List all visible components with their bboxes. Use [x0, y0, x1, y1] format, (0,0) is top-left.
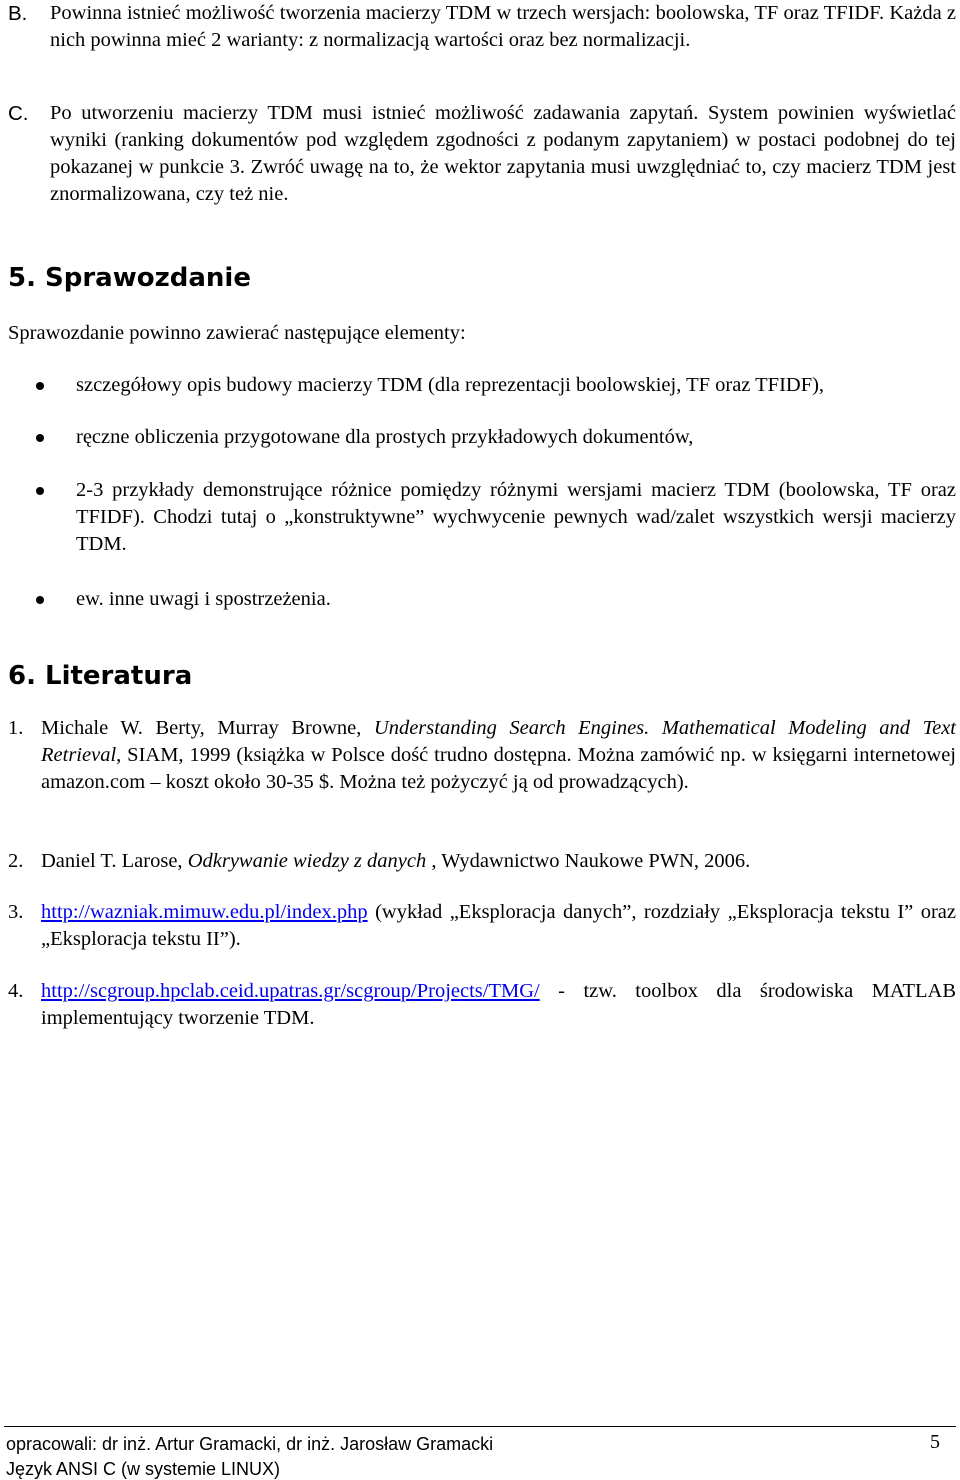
- reference-authors: Michale W. Berty, Murray Browne,: [41, 717, 374, 739]
- reference-text: [41, 715, 956, 796]
- reference-title: Odkrywanie wiedzy z danych: [187, 850, 432, 872]
- footer-authors: opracowali: dr inż. Artur Gramacki, dr inż. Jarosław Gramacki: [6, 1434, 494, 1454]
- section-intro: Sprawozdanie powinno zawierać następujące elementy:: [8, 322, 466, 344]
- requirement-c-text: Po utworzeniu macierzy TDM musi istnieć możliwość zadawania zapytań. System powinien wyświetlać wyniki (ranking dokumentów pod względem zgodności z podanym zapytaniem) w postaci podobnej do tej pokazanej w punkcie 3. Zwróć uwagę na to, że wektor zapytania musi uwzględniać to, czy macierz TDM jest znormalizowana, czy też nie.: [50, 102, 956, 205]
- requirement-b-marker: B.: [8, 2, 28, 25]
- reference-number: 1.: [8, 717, 24, 739]
- footer-course-title: Język ANSI C (w systemie LINUX): [6, 1459, 281, 1479]
- reference-authors: Daniel T. Larose,: [41, 850, 188, 872]
- bullet-icon: [36, 596, 44, 604]
- list-item-text: 2-3 przykłady demonstrujące różnice pomiędzy różnymi wersjami macierz TDM (boolowska, TF oraz TFIDF). Chodzi tutaj o „konstruktywne” wychwycenie pewnych wad/zalet wszystkich wersji macierzy TDM.: [76, 479, 956, 555]
- reference-details: (wykład „Eksploracja danych”, rozdziały „Eksploracja tekstu I” oraz „Eksploracja tekstu II”).: [41, 901, 956, 950]
- bullet-icon: [36, 487, 44, 495]
- list-item-text: ręczne obliczenia przygotowane dla prostych przykładowych dokumentów,: [76, 426, 694, 448]
- requirement-b-text: Powinna istnieć możliwość tworzenia macierzy TDM w trzech wersjach: boolowska, TF oraz TFIDF. Każda z nich powinna mieć 2 warianty: z normalizacją wartości oraz bez normalizacji.: [50, 2, 956, 51]
- reference-details: , Wydawnictwo Naukowe PWN, 2006.: [431, 850, 751, 872]
- bullet-icon: [36, 382, 44, 390]
- reference-text: [41, 978, 956, 1032]
- bullet-icon: [36, 434, 44, 442]
- requirement-c-marker: C.: [8, 102, 29, 125]
- reference-text: [41, 899, 956, 953]
- reference-number: 3.: [8, 901, 24, 923]
- reference-text: [41, 848, 956, 875]
- page-number: 5: [930, 1431, 940, 1453]
- list-item-text: ew. inne uwagi i spostrzeżenia.: [76, 588, 331, 610]
- footer-divider: [4, 1426, 956, 1427]
- list-item-text: szczegółowy opis budowy macierzy TDM (dla reprezentacji boolowskiej, TF oraz TFIDF),: [76, 374, 825, 396]
- reference-details: , SIAM, 1999 (książka w Polsce dość trudno dostępna. Można zamówić np. w księgarni internetowej amazon.com – koszt około 30-35 $. Można też pożyczyć ją od prowadzących).: [41, 744, 956, 793]
- reference-details: - tzw. toolbox dla środowiska MATLAB implementujący tworzenie TDM.: [41, 980, 956, 1029]
- reference-title: Understanding Search Engines. Mathematical Modeling and Text Retrieval: [41, 717, 956, 766]
- section-heading-literatura: 6. Literatura: [8, 661, 193, 691]
- section-heading-sprawozdanie: 5. Sprawozdanie: [8, 263, 251, 293]
- reference-link[interactable]: http://wazniak.mimuw.edu.pl/index.php: [41, 901, 368, 923]
- reference-number: 4.: [8, 980, 24, 1002]
- reference-number: 2.: [8, 850, 24, 872]
- reference-link[interactable]: http://scgroup.hpclab.ceid.upatras.gr/scgroup/Projects/TMG/: [41, 980, 540, 1002]
